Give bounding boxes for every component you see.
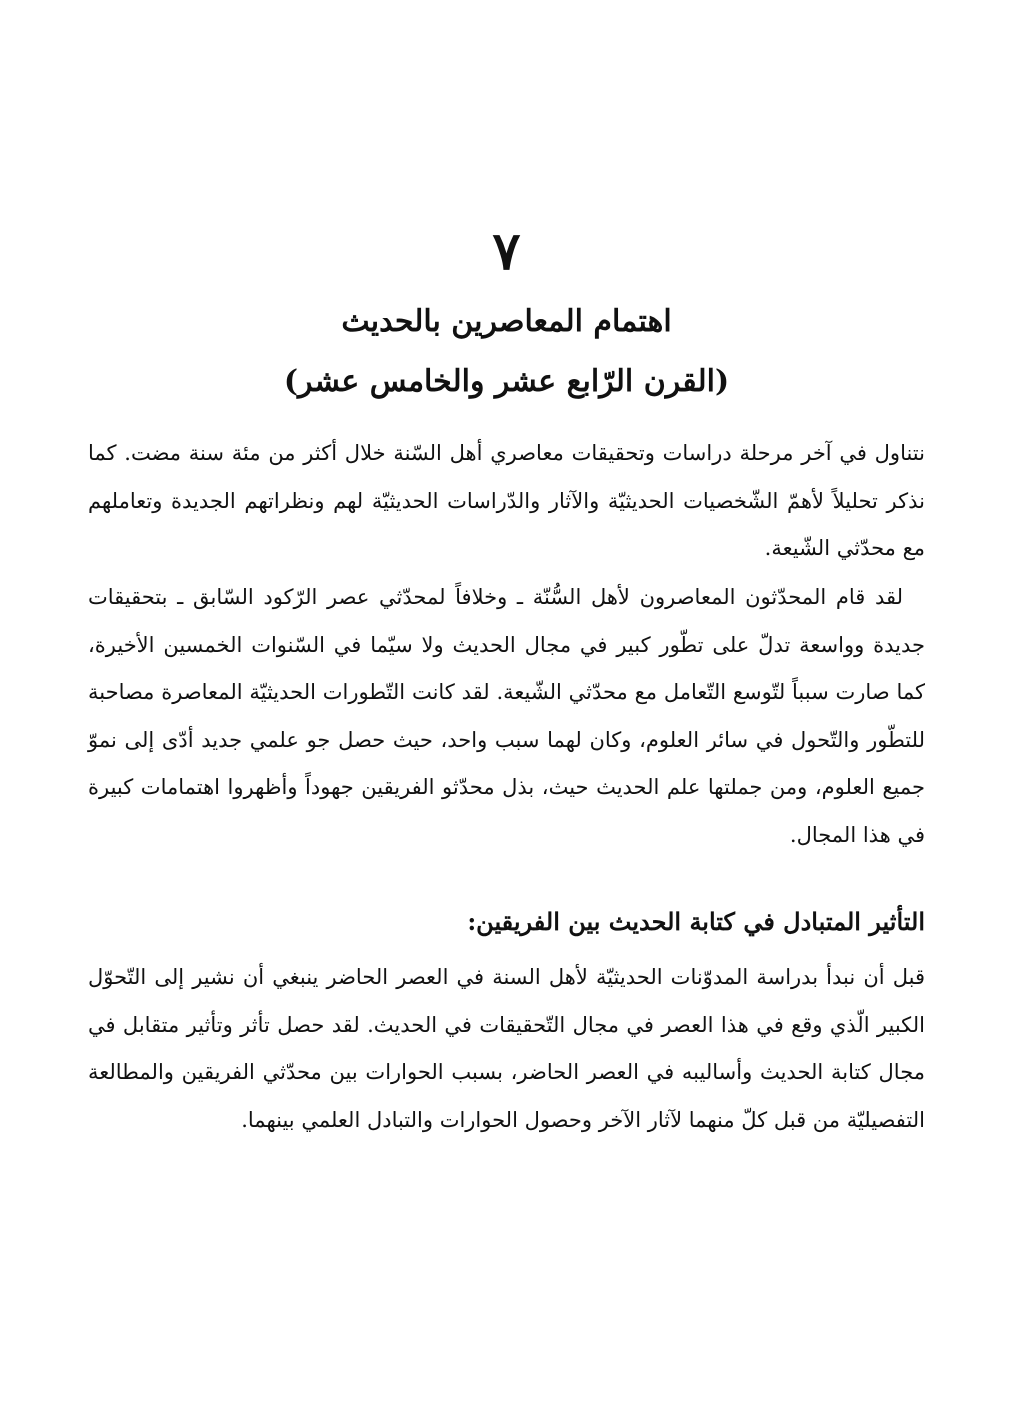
second-paragraph: لقد قام المحدّثون المعاصرون لأهل السُّنّة ـ وخلافاً لمحدّثي عصر الرّكود السّابق ـ بتحقيقات جديدة وواسعة تدلّ على تطّور كبير في مجال الحديث ولا سيّما في السّنوات الخمسين الأخيرة، كما صارت سبباً لتّوسع التّعامل مع محدّثي الشّيعة. لقد كانت التّطورات الحديثيّة المعاصرة مصاحبة للتطّور والتّحول في سائر العلوم، وكان لهما سبب واحد، حيث حصل جو علمي جديد أدّى إلى نموّ جميع العلوم، ومن جملتها علم الحديث حيث، بذل محدّثو الفريقين جهوداً وأظهروا اهتمامات كبيرة في هذا المجال. [88, 585, 925, 847]
second-paragraph-block [88, 574, 925, 859]
intro-paragraph: نتناول في آخر مرحلة دراسات وتحقيقات معاصري أهل السّنة خلال أكثر من مئة سنة مضت. كما نذكر تحليلاً لأهمّ الشّخصيات الحديثيّة والآثار والدّراسات الحديثيّة لهم ونظراتهم الجديدة وتعاملهم مع محدّثي الشّيعة. [88, 441, 925, 560]
section-heading: التأثير المتبادل في كتابة الحديث بين الفريقين: [467, 907, 925, 936]
section-paragraph: قبل أن نبدأ بدراسة المدوّنات الحديثيّة لأهل السنة في العصر الحاضر ينبغي أن نشير إلى التّحوّل الكبير الّذي وقع في هذا العصر في مجال التّحقيقات في الحديث. لقد حصل تأثر وتأثير متقابل في مجال كتابة الحديث وأساليبه في العصر الحاضر، بسبب الحوارات بين محدّثي الفريقين والمطالعة التفصيليّة من قبل كلّ منهما لآثار الآخر وحصول الحوارات والتبادل العلمي بينهما. [88, 965, 925, 1132]
book-page [88, 0, 925, 1420]
intro-paragraph-block [88, 430, 925, 573]
chapter-title: اهتمام المعاصرين بالحديث [341, 304, 672, 339]
chapter-subtitle: (القرن الرّابع عشر والخامس عشر) [283, 364, 730, 399]
chapter-number: ٧ [492, 221, 521, 282]
section-paragraph-block [88, 954, 925, 1144]
